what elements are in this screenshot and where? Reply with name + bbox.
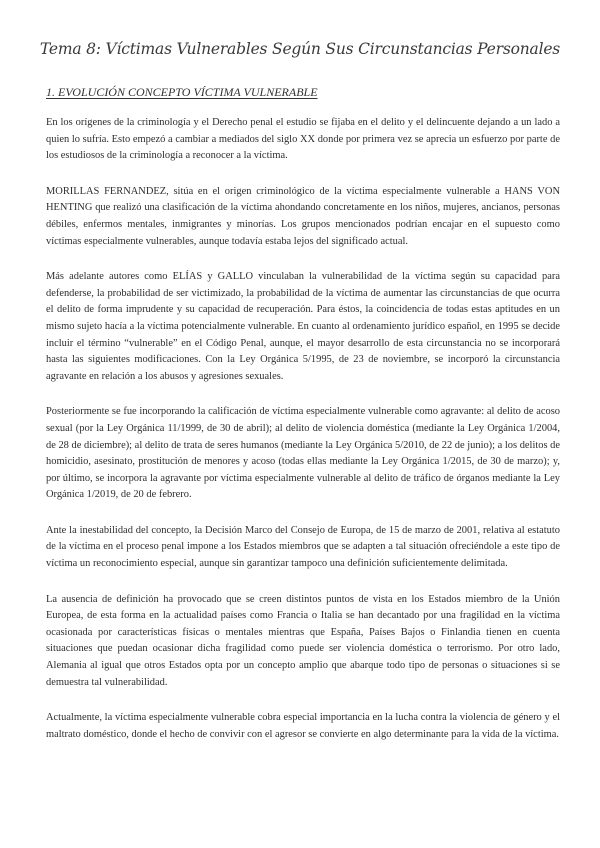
section-heading: 1. EVOLUCIÓN CONCEPTO VÍCTIMA VULNERABLE	[46, 85, 318, 99]
paragraph-estados-miembro: La ausencia de definición ha provocado que se creen distintos puntos de vista en los Estados miembro de la Unión Europea, de esta forma en la actualidad países como Francia o Italia se han decantado por una fragilidad en la víctima ocasionada por características físicas o mentales mientras que España, Países Bajos o Finlandia tienen en cuenta situaciones que puedan ocasionar dicha fragilidad como puede ser violencia doméstica o terrorismo. Por otro lado, Alemania al igual que otros Estados opta por un concepto amplio que abarque todo tipo de personas o situaciones si se demuestra tal vulnerabilidad.	[46, 593, 560, 688]
paragraph-agravantes: Posteriormente se fue incorporando la calificación de víctima especialmente vulnerable como agravante: al delito de acoso sexual (por la Ley Orgánica 11/1999, de 30 de abril); al delito de violencia doméstica (mediante la Ley Orgánica 1/2004, de 28 de diciembre); al delito de trata de seres humanos (mediante la Ley Orgánica 5/2010, de 22 de junio); a los delitos de homicidio, asesinato, prostitución de menores y acoso (todas ellas mediante la Ley Orgánica 1/2015, de 30 de marzo); y, por último, se incorpora la agravante por víctima especialmente vulnerable al delito de tráfico de órganos mediante la Ley Orgánica 1/2019, de 20 de febrero.	[46, 406, 560, 501]
paragraph-morillas: MORILLAS FERNANDEZ, sitúa en el origen criminológico de la víctima especialmente vulnerable a HANS VON HENTING que realizó una clasificación de la víctima ahondando concretamente en los niños, mujeres, ancianos, personas débiles, enfermos mentales, inmigrantes y minorías. Los grupos mencionados podrían encajar en el supuesto como víctimas especialmente vulnerables, aunque todavía estaba lejos del significado actual.	[46, 185, 560, 247]
page-title: Tema 8: Víctimas Vulnerables Según Sus Circunstancias Personales	[39, 40, 561, 58]
paragraph-elias-gallo: Más adelante autores como ELÍAS y GALLO vinculaban la vulnerabilidad de la víctima según su capacidad para defenderse, la probabilidad de ser victimizado, la probabilidad de la víctima de aumentar las circunstancias de que ocurra el delito de forma imprudente y su capacidad de recuperación. Para éstos, la coincidencia de todas estas aptitudes en un mismo sujeto hacía a la víctima potencialmente vulnerable. En cuanto al ordenamiento jurídico español, en 1995 se decide incluir el término “vulnerable” en el Código Penal, aunque, el mayor desarrollo de esta circunstancia no se incorporará hasta las siguientes modificaciones. Con la Ley Orgánica 5/1995, de 23 de noviembre, se incorporó la circunstancia agravante en relación a los abusos y agresiones sexuales.	[46, 271, 560, 382]
document-body	[46, 115, 560, 762]
paragraph-origins: En los orígenes de la criminología y el Derecho penal el estudio se fijaba en el delito y el delincuente dejando a un lado a quien lo sufría. Esto empezó a cambiar a mediados del siglo XX donde por primera vez se aprecia un esfuerzo por parte de los estudiosos de la criminología a reconocer a la víctima.	[46, 117, 560, 162]
paragraph-actualmente: Actualmente, la víctima especialmente vulnerable cobra especial importancia en la lucha contra la violencia de género y el maltrato doméstico, donde el hecho de convivir con el agresor se convierte en algo determinante para la vida de la víctima.	[46, 712, 560, 740]
paragraph-decision-marco: Ante la inestabilidad del concepto, la Decisión Marco del Consejo de Europa, de 15 de marzo de 2001, relativa al estatuto de la víctima en el proceso penal impone a los Estados miembros que se adapten a tal situación ofreciéndole a este tipo de víctima un reconocimiento especial, aunque sin garantizar tampoco una definición suficientemente delimitada.	[46, 524, 560, 570]
